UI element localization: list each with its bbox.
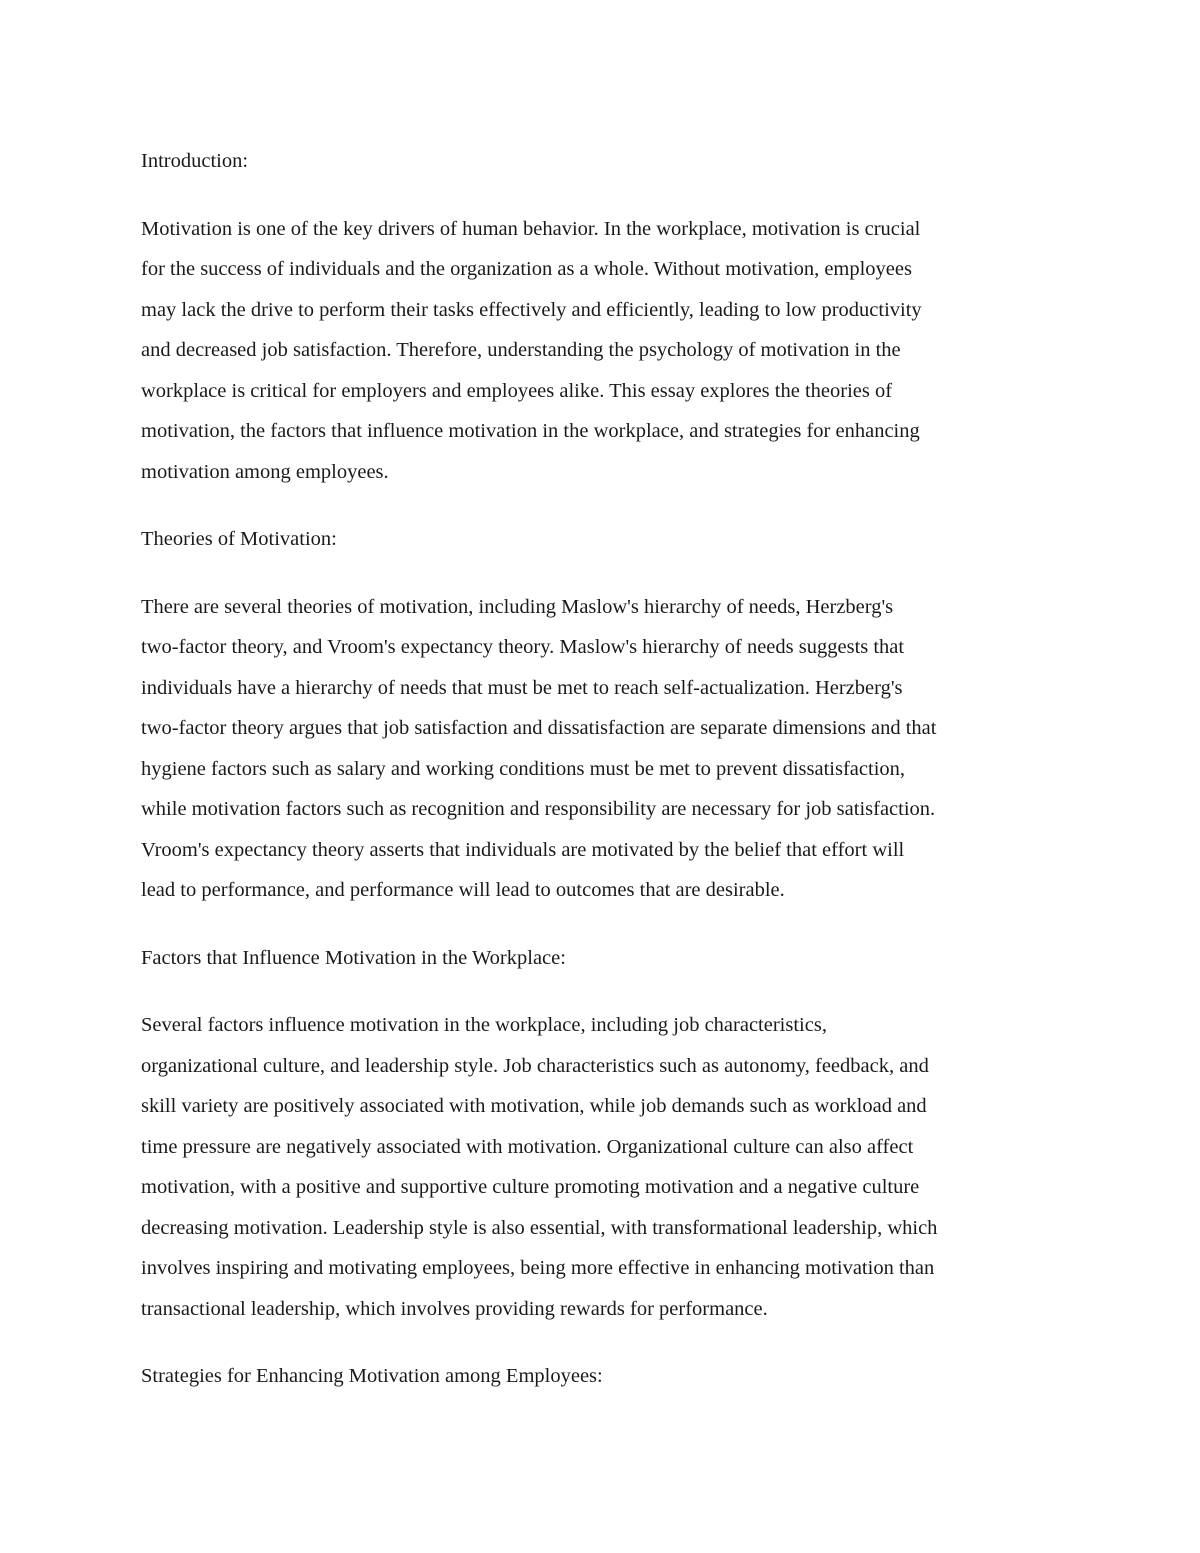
- paragraph-line: transactional leadership, which involves providing rewards for performance.: [141, 1297, 768, 1320]
- section-heading: Factors that Influence Motivation in the Workplace:: [141, 946, 566, 969]
- paragraph-line: Vroom's expectancy theory asserts that individuals are motivated by the belief that effort will: [141, 838, 905, 861]
- paragraph-line: hygiene factors such as salary and working conditions must be met to prevent dissatisfaction,: [141, 757, 906, 780]
- paragraph-line: workplace is critical for employers and employees alike. This essay explores the theories of: [141, 379, 893, 402]
- paragraph-line: involves inspiring and motivating employees, being more effective in enhancing motivation than: [141, 1257, 935, 1279]
- paragraph-line: may lack the drive to perform their tasks effectively and efficiently, leading to low productivity: [141, 298, 922, 321]
- paragraph-line: Several factors influence motivation in the workplace, including job characteristics,: [141, 1014, 827, 1036]
- paragraph-line: Motivation is one of the key drivers of human behavior. In the workplace, motivation is crucial: [141, 217, 921, 240]
- section-heading: Strategies for Enhancing Motivation among Employees:: [141, 1365, 603, 1387]
- document-body: [141, 141, 1061, 1424]
- section-factors: [141, 938, 1061, 1330]
- section-strategies: [141, 1356, 1061, 1397]
- section-paragraph: [141, 1005, 1061, 1329]
- paragraph-line: two-factor theory, and Vroom's expectancy theory. Maslow's hierarchy of needs suggests that: [141, 636, 905, 658]
- paragraph-line: and decreased job satisfaction. Therefore, understanding the psychology of motivation in the: [141, 339, 901, 361]
- paragraph-line: two-factor theory argues that job satisfaction and dissatisfaction are separate dimensions and that: [141, 717, 937, 739]
- paragraph-line: motivation among employees.: [141, 460, 389, 483]
- section-heading: Theories of Motivation:: [141, 528, 337, 550]
- paragraph-line: lead to performance, and performance will lead to outcomes that are desirable.: [141, 879, 785, 901]
- section-heading: Introduction:: [141, 150, 249, 172]
- paragraph-line: skill variety are positively associated with motivation, while job demands such as workload and: [141, 1095, 927, 1117]
- paragraph-line: individuals have a hierarchy of needs that must be met to reach self-actualization. Herzberg's: [141, 676, 903, 699]
- paragraph-line: while motivation factors such as recognition and responsibility are necessary for job satisfaction.: [141, 798, 936, 820]
- paragraph-line: motivation, the factors that influence motivation in the workplace, and strategies for enhancing: [141, 420, 920, 442]
- section-paragraph: [141, 209, 1061, 493]
- section-theories: [141, 519, 1061, 911]
- section-introduction: [141, 141, 1061, 492]
- paragraph-line: There are several theories of motivation, including Maslow's hierarchy of needs, Herzberg's: [141, 595, 894, 618]
- paragraph-line: decreasing motivation. Leadership style is also essential, with transformational leadership, which: [141, 1216, 938, 1239]
- section-paragraph: [141, 587, 1061, 911]
- paragraph-line: organizational culture, and leadership style. Job characteristics such as autonomy, feedback, and: [141, 1054, 929, 1077]
- paragraph-line: time pressure are negatively associated with motivation. Organizational culture can also affect: [141, 1135, 914, 1158]
- paragraph-line: for the success of individuals and the organization as a whole. Without motivation, employees: [141, 258, 912, 280]
- paragraph-line: motivation, with a positive and supportive culture promoting motivation and a negative culture: [141, 1176, 920, 1198]
